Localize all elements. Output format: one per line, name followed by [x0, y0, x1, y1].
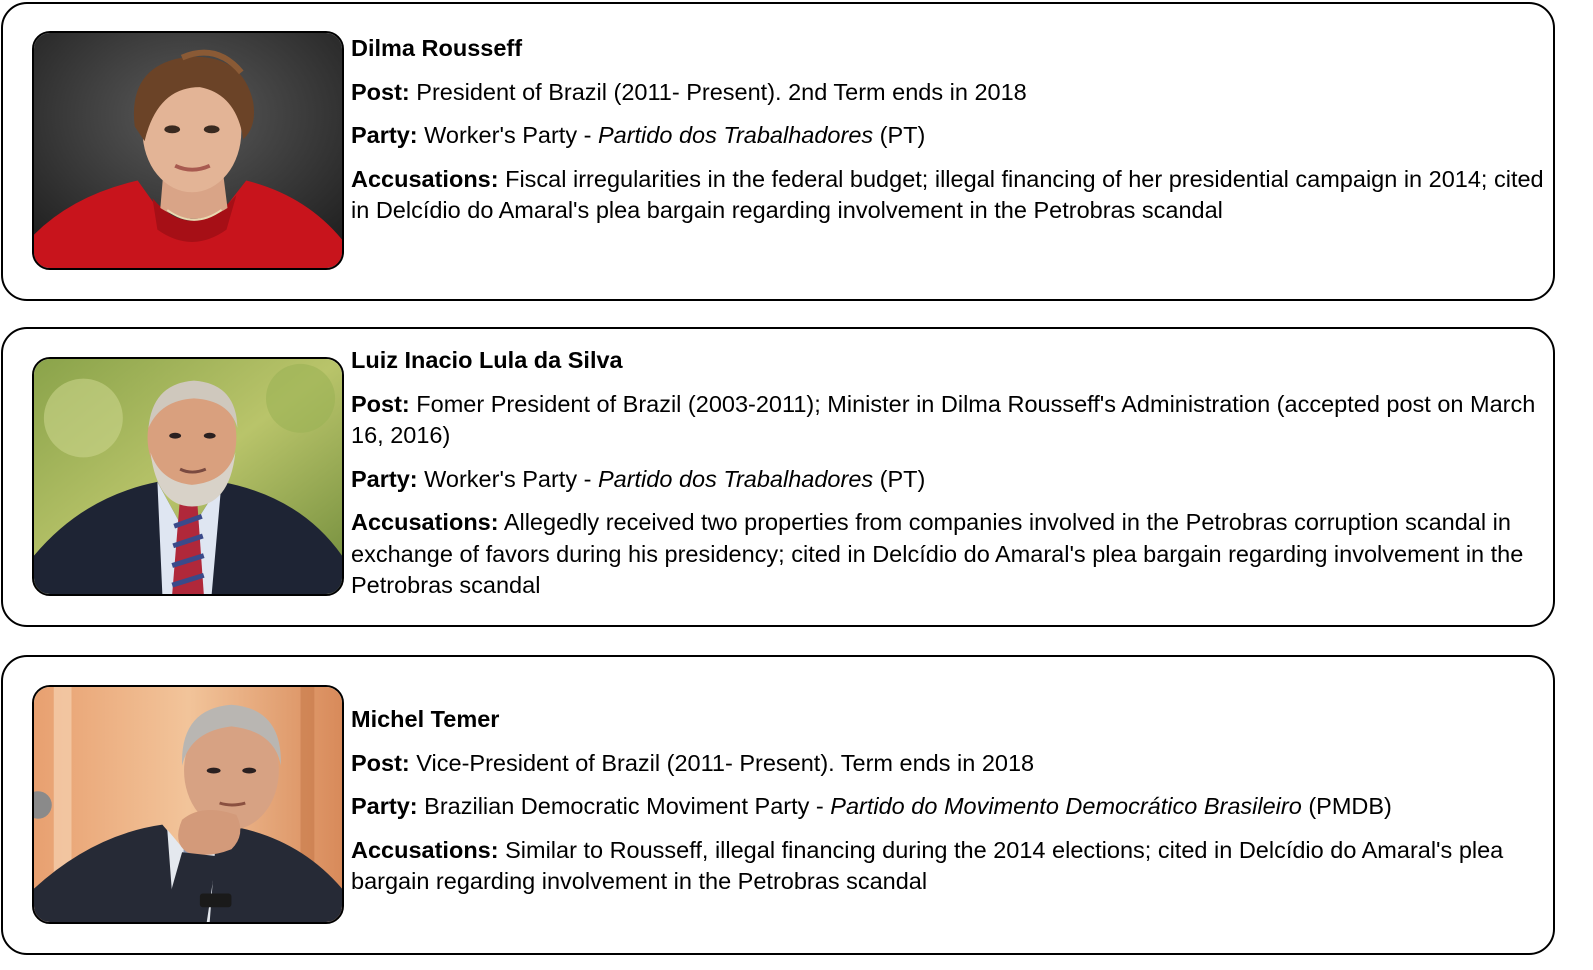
post-value: Vice-President of Brazil (2011- Present). Term ends in 2018 [416, 749, 1035, 776]
person-name: Dilma Rousseff [351, 35, 523, 61]
post-label: Post: [351, 749, 410, 776]
profile-info-temer [351, 704, 1551, 910]
party-abbreviation: (PMDB) [1301, 793, 1392, 819]
profile-info-lula [351, 345, 1551, 614]
portrait-photo-temer [32, 685, 344, 924]
party-line [351, 120, 1551, 152]
post-line [351, 748, 1551, 780]
party-label: Party: [351, 122, 418, 148]
party-name-en: Worker's Party - [424, 122, 598, 148]
accusations-line [351, 507, 1551, 602]
person-name: Luiz Inacio Lula da Silva [351, 347, 623, 373]
profile-card-lula [1, 327, 1555, 627]
accusations-line [351, 164, 1551, 227]
party-name-pt: Partido do Movimento Democrático Brasileiro [830, 793, 1302, 819]
party-label: Party: [351, 793, 418, 819]
post-value: President of Brazil (2011- Present). 2nd Term ends in 2018 [416, 78, 1027, 105]
post-label: Post: [351, 390, 410, 417]
party-line [351, 464, 1551, 496]
party-name-pt: Partido dos Trabalhadores [597, 465, 874, 492]
party-name-en: Brazilian Democratic Moviment Party - [424, 793, 831, 819]
profile-card-temer [1, 655, 1555, 955]
post-line [351, 389, 1551, 452]
party-name-pt: Partido dos Trabalhadores [597, 122, 874, 148]
profile-info-rousseff [351, 33, 1551, 239]
portrait-photo-rousseff [32, 31, 344, 270]
accusations-label: Accusations: [351, 165, 499, 192]
party-name-en: Worker's Party - [424, 465, 598, 492]
portrait-photo-lula [32, 357, 344, 596]
post-label: Post: [351, 78, 410, 105]
party-abbreviation: (PT) [873, 465, 926, 492]
accusations-line [351, 835, 1551, 898]
party-label: Party: [351, 465, 418, 492]
post-line [351, 77, 1551, 109]
accusations-value: Fiscal irregularities in the federal budget; illegal financing of her presidential campaign in 2014; cited in Delcídio do Amaral's plea bargain regarding involvement in the Petrobras scandal [351, 165, 1544, 223]
accusations-value: Similar to Rousseff, illegal financing during the 2014 elections; cited in Delcídio do Amaral's plea bargain regarding involvement in the Petrobras scandal [351, 836, 1504, 894]
party-abbreviation: (PT) [873, 122, 926, 148]
accusations-value: Allegedly received two properties from companies involved in the Petrobras corruption scandal in exchange of favors during his presidency; cited in Delcídio do Amaral's plea bargain regarding involvement in the Petrobras scandal [351, 509, 1524, 598]
profile-card-rousseff [1, 2, 1555, 301]
post-value: Fomer President of Brazil (2003-2011); Minister in Dilma Rousseff's Administration (accepted post on March 16, 2016) [351, 390, 1536, 448]
party-line [351, 791, 1551, 823]
person-name: Michel Temer [351, 706, 500, 732]
accusations-label: Accusations: [351, 509, 499, 535]
accusations-label: Accusations: [351, 836, 499, 863]
